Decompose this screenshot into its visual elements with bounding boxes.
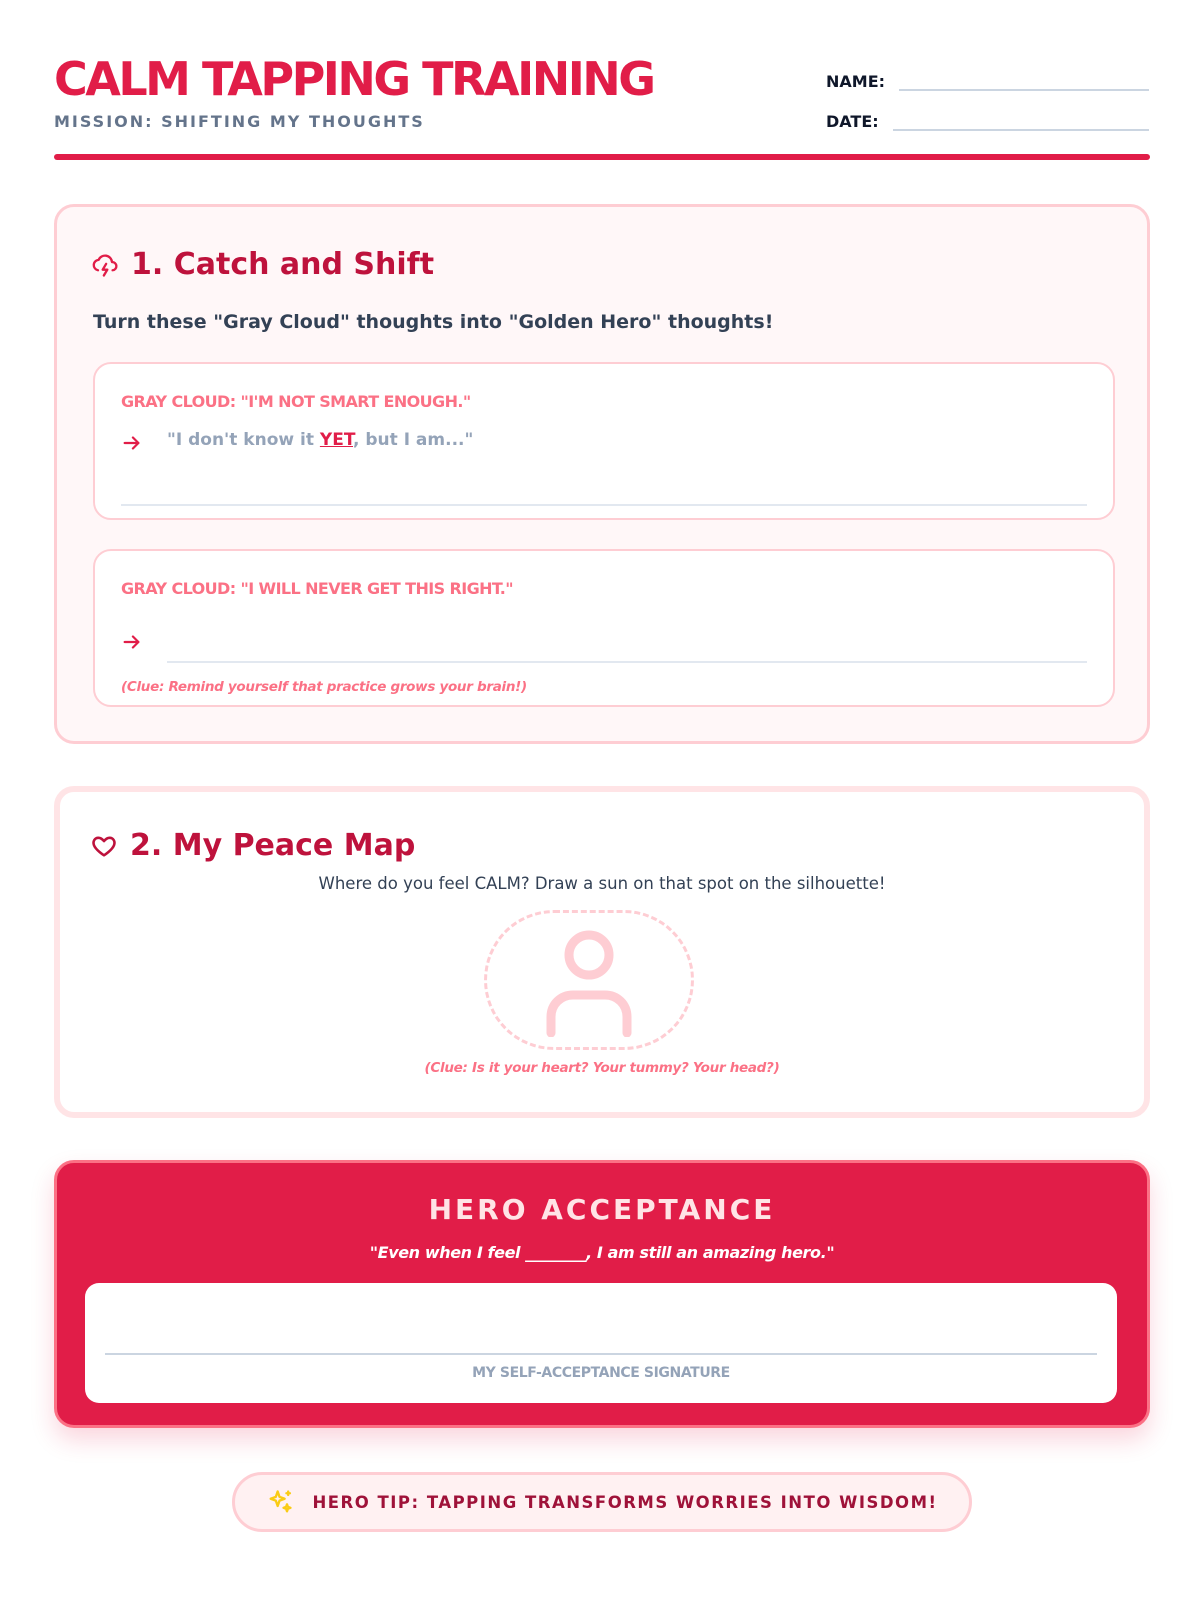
section-instruction: Turn these "Gray Cloud" thoughts into "Golden Hero" thoughts! (93, 311, 774, 333)
thought-card (93, 549, 1115, 707)
answer-line[interactable] (167, 661, 1087, 663)
signature-line[interactable] (105, 1353, 1097, 1355)
arrow-right-icon (121, 631, 143, 653)
worksheet-header (54, 50, 1150, 162)
tip-text: HERO TIP: TAPPING TRANSFORMS WORRIES INTO WISDOM! (312, 1492, 938, 1512)
section-title: 2. My Peace Map (130, 828, 416, 863)
section-instruction: Where do you feel CALM? Draw a sun on that spot on the silhouette! (318, 874, 886, 893)
starter-emphasis: YET (319, 430, 353, 450)
heart-icon (90, 832, 118, 860)
gray-cloud-thought: GRAY CLOUD: "I WILL NEVER GET THIS RIGHT." (121, 579, 514, 598)
hero-title: HERO ACCEPTANCE (428, 1193, 776, 1226)
catch-and-shift-section (54, 204, 1150, 744)
clue-text: (Clue: Is it your heart? Your tummy? Your head?) (424, 1060, 780, 1076)
date-label: DATE: (826, 112, 879, 131)
arrow-right-icon (121, 432, 143, 454)
sparkles-icon (266, 1488, 294, 1516)
gray-cloud-thought: GRAY CLOUD: "I'M NOT SMART ENOUGH." (121, 392, 471, 411)
person-icon (537, 925, 641, 1037)
page-subtitle: MISSION: SHIFTING MY THOUGHTS (54, 112, 425, 131)
name-label: NAME: (826, 72, 886, 91)
date-field[interactable] (826, 112, 1149, 131)
cloud-lightning-icon (91, 251, 119, 279)
name-write-line[interactable] (899, 75, 1149, 91)
clue-text: (Clue: Remind yourself that practice grows your brain!) (121, 679, 527, 695)
hero-acceptance-panel (54, 1160, 1150, 1428)
signature-label: MY SELF-ACCEPTANCE SIGNATURE (472, 1365, 730, 1381)
section-title: 1. Catch and Shift (131, 247, 435, 282)
section-heading (91, 247, 434, 282)
signature-box[interactable] (85, 1283, 1117, 1403)
hero-tip-banner (232, 1472, 972, 1532)
sentence-starter (167, 430, 473, 450)
page-title: CALM TAPPING TRAINING (54, 52, 654, 106)
starter-after: , but I am..." (353, 430, 474, 450)
header-divider (54, 154, 1150, 160)
name-field[interactable] (826, 72, 1149, 91)
hero-quote: "Even when I feel ________, I am still an amazing hero." (369, 1243, 835, 1262)
peace-map-section (54, 786, 1150, 1118)
date-write-line[interactable] (893, 115, 1149, 131)
starter-before: "I don't know it (167, 430, 320, 450)
section-heading (90, 828, 415, 863)
silhouette-drawing-area[interactable] (484, 910, 694, 1050)
thought-card (93, 362, 1115, 520)
answer-line[interactable] (121, 504, 1087, 506)
